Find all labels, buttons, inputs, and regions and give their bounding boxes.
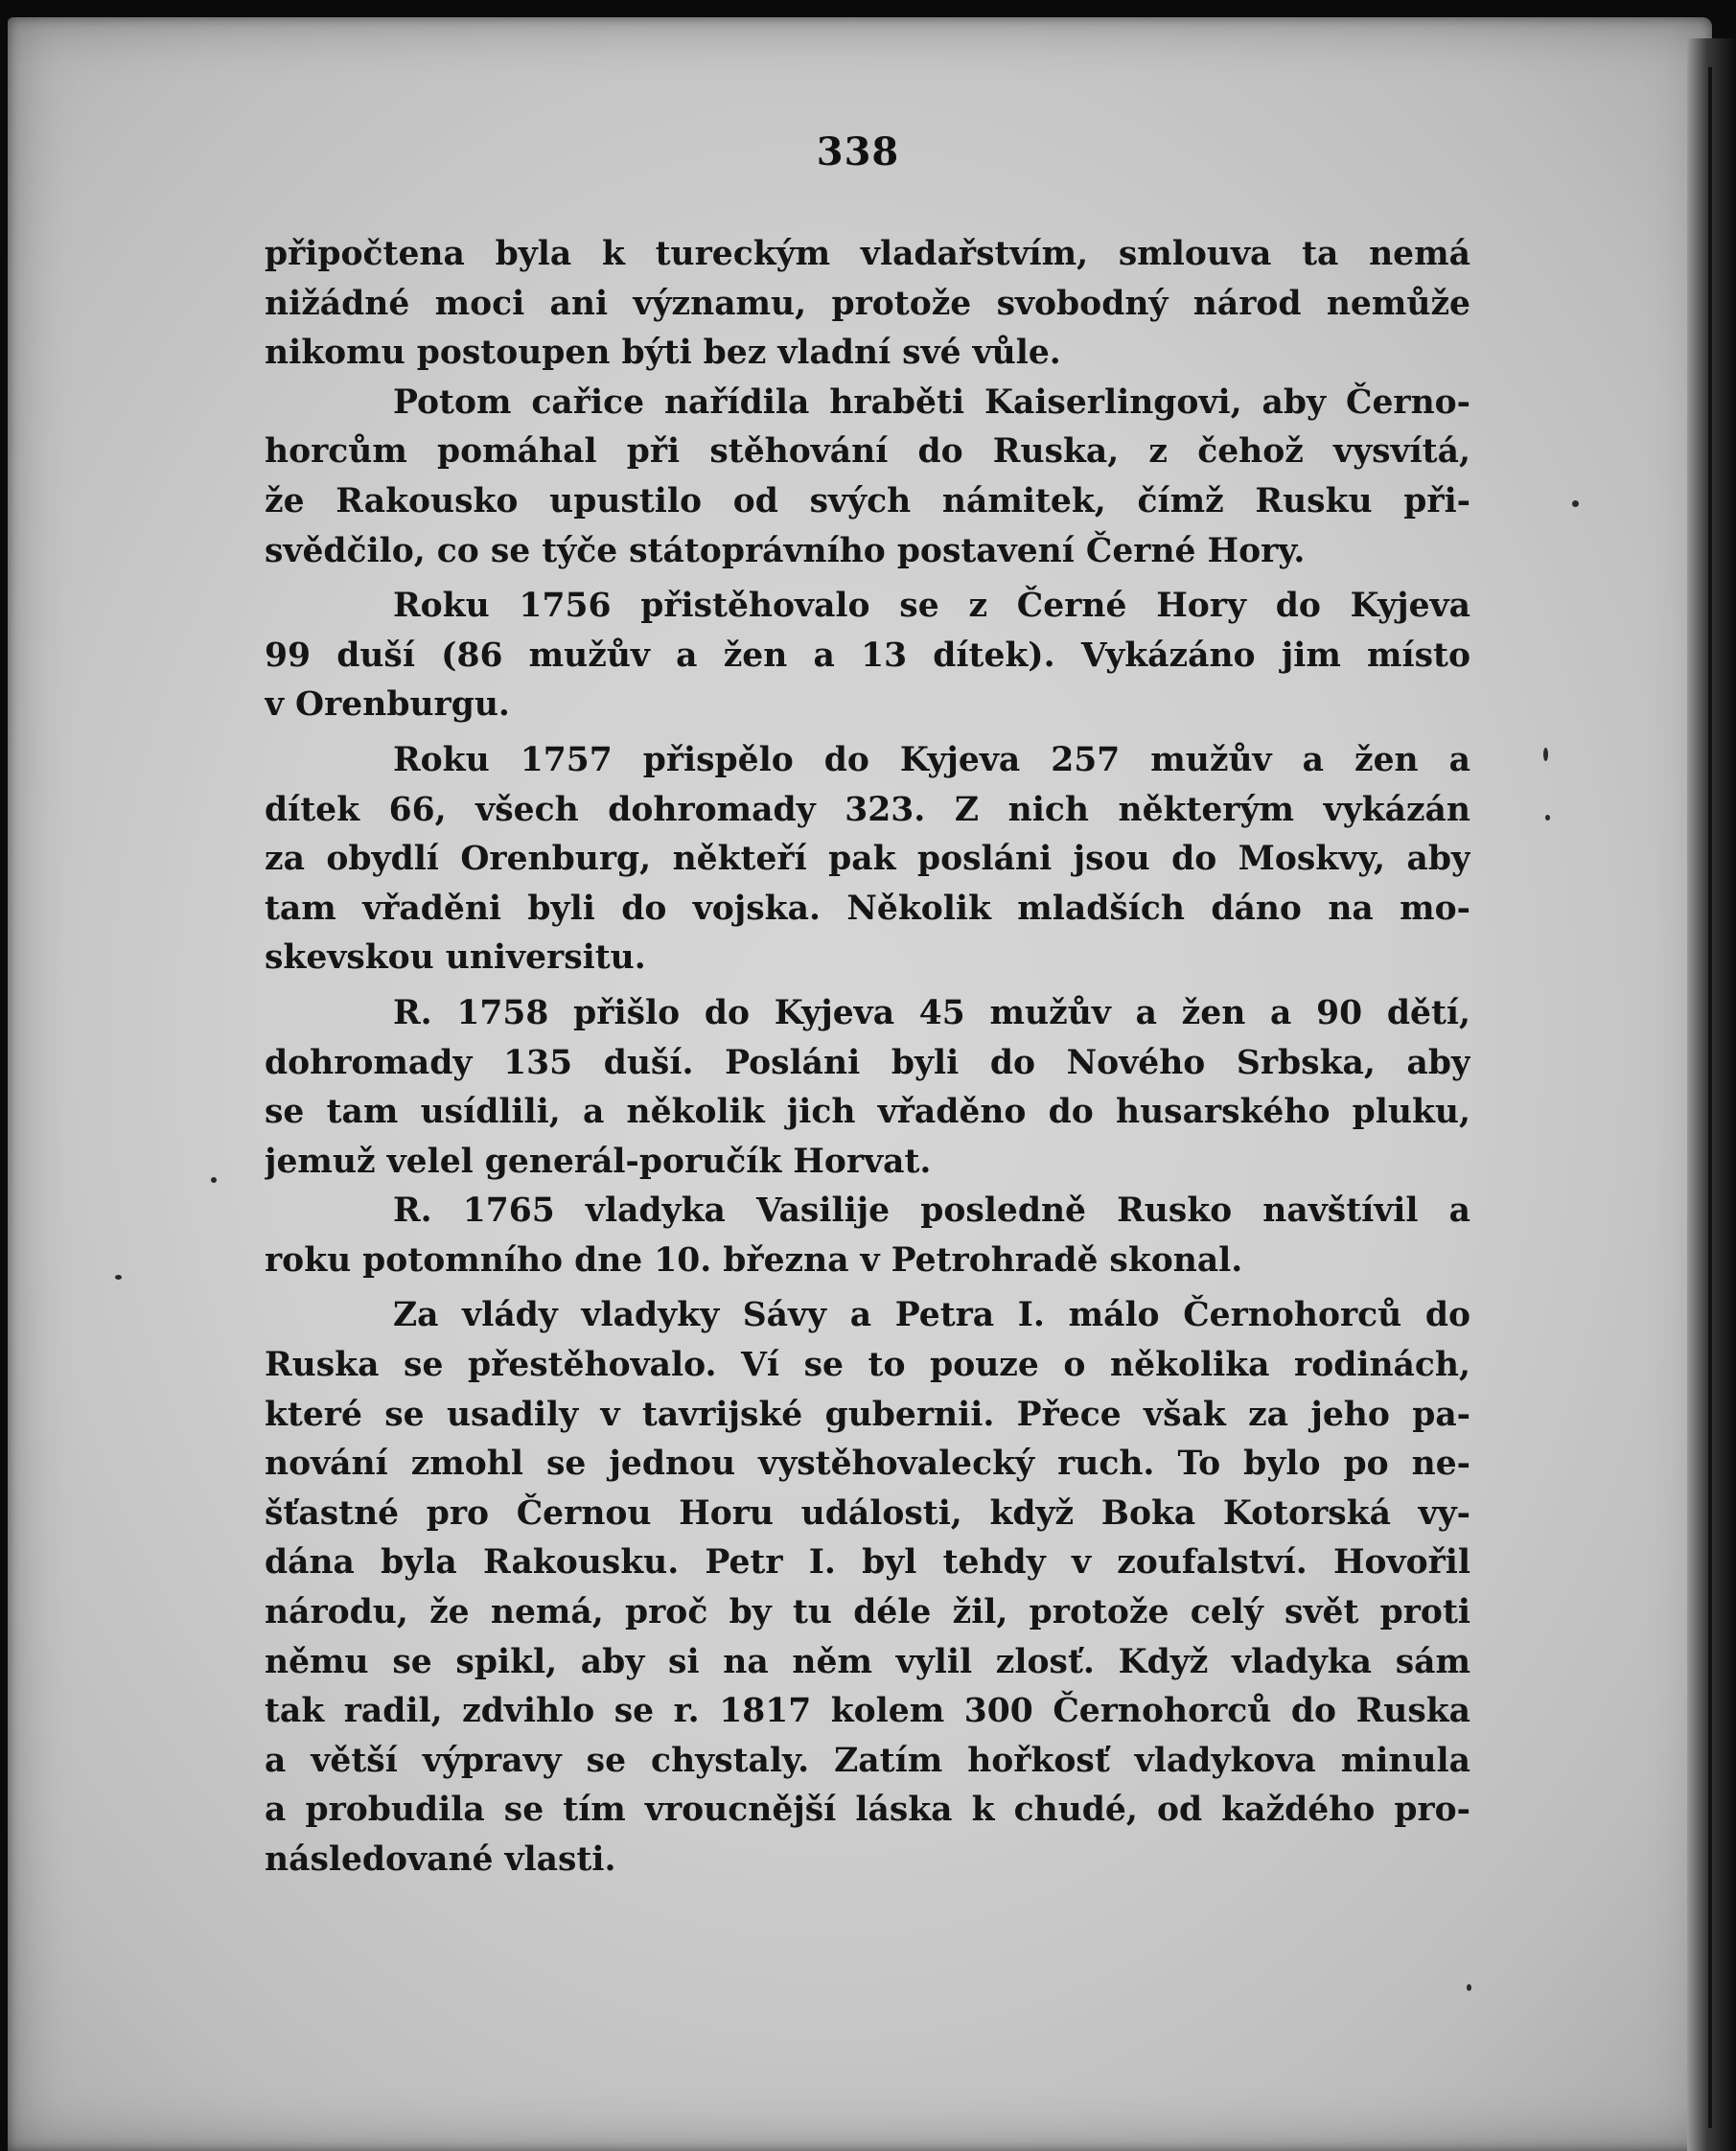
paragraph-4 (265, 736, 1470, 983)
text-line: skevskou universitu. (265, 938, 646, 978)
text-line: dána byla Rakousku. Petr I. byl tehdy v zoufalství. Hovořil (265, 1543, 1470, 1583)
text-line: za obydlí Orenburg, někteří pak posláni jsou do Moskvy, aby (265, 840, 1470, 879)
text-line: jemuž velel generál-poručík Horvat. (265, 1142, 932, 1181)
paper-speck (1467, 1984, 1471, 1991)
text-line: Roku 1756 přistěhovalo se z Černé Hory do Kyjeva (393, 587, 1470, 626)
paper-speck (211, 1177, 217, 1183)
paragraph-5 (265, 989, 1470, 1187)
text-line: a probudila se tím vroucnější láska k chudé, od každého pro- (265, 1791, 1470, 1830)
page-number: 338 (816, 129, 900, 174)
text-line: 99 duší (86 mužův a žen a 13 dítek). Vykázáno jim místo (265, 636, 1470, 675)
paper-speck (1545, 815, 1550, 821)
paragraph-3 (265, 582, 1470, 730)
text-line: svědčilo, co se týče státoprávního postavení Černé Hory. (265, 531, 1306, 570)
text-line: národu, že nemá, proč by tu déle žil, protože celý svět proti (265, 1593, 1470, 1632)
binding-line (1708, 67, 1712, 2128)
text-line: tak radil, zdvihlo se r. 1817 kolem 300 Černohorců do Ruska (265, 1692, 1470, 1731)
text-line: dítek 66, všech dohromady 323. Z nich některým vykázán (265, 790, 1470, 829)
text-line: že Rakousko upustilo od svých námitek, čímž Rusku při- (265, 481, 1470, 520)
text-line: Roku 1757 přispělo do Kyjeva 257 mužův a žen a (393, 740, 1470, 779)
paper-speck (1572, 500, 1579, 507)
text-line: nižádné moci ani významu, protože svobodný národ nemůže (265, 284, 1470, 323)
text-line: se tam usídlili, a několik jich vřaděno do husarského pluku, (265, 1093, 1470, 1132)
text-line: Ruska se přestěhovalo. Ví se to pouze o několika rodinách, (265, 1346, 1470, 1385)
paragraph-7 (265, 1291, 1470, 1885)
body-text (265, 230, 1470, 1885)
text-line: které se usadily v tavrijské gubernii. Přece však za jeho pa- (265, 1395, 1470, 1434)
text-line: tam vřaděni byli do vojska. Několik mladších dáno na mo- (265, 889, 1470, 928)
text-line: připočtena byla k tureckým vladařstvím, smlouva ta nemá (265, 235, 1470, 273)
text-line: nování zmohl se jednou vystěhovalecký ruch. To bylo po ne- (265, 1445, 1470, 1484)
text-line: následované vlasti. (265, 1840, 616, 1879)
text-line: a větší výpravy se chystaly. Zatím hořkosť vladykova minula (265, 1741, 1470, 1780)
text-line: R. 1765 vladyka Vasilije posledně Rusko navštívil a (393, 1191, 1470, 1231)
text-line: němu se spikl, aby si na něm vylil zlosť. Když vladyka sám (265, 1642, 1470, 1681)
paper-speck (115, 1275, 122, 1280)
text-line: šťastné pro Černou Horu události, když Boka Kotorská vy- (265, 1493, 1470, 1533)
paragraph-1 (265, 230, 1470, 379)
text-line: Potom cařice nařídila hraběti Kaiserlingovi, aby Černo- (393, 382, 1470, 422)
text-line: nikomu postoupen býti bez vladní své vůle. (265, 334, 1061, 373)
paper-speck (1543, 748, 1548, 761)
text-line: R. 1758 přišlo do Kyjeva 45 mužův a žen a 90 dětí, (393, 993, 1470, 1032)
text-line: Za vlády vladyky Sávy a Petra I. málo Černohorců do (393, 1296, 1470, 1335)
text-line: v Orenburgu. (265, 685, 510, 725)
text-line: dohromady 135 duší. Posláni byli do Nového Srbska, aby (265, 1043, 1470, 1082)
text-line: roku potomního dne 10. března v Petrohradě skonal. (265, 1240, 1243, 1280)
text-line: horcům pomáhal při stěhování do Ruska, z čehož vysvítá, (265, 432, 1470, 472)
paragraph-2 (265, 379, 1470, 576)
paragraph-6 (265, 1187, 1470, 1285)
